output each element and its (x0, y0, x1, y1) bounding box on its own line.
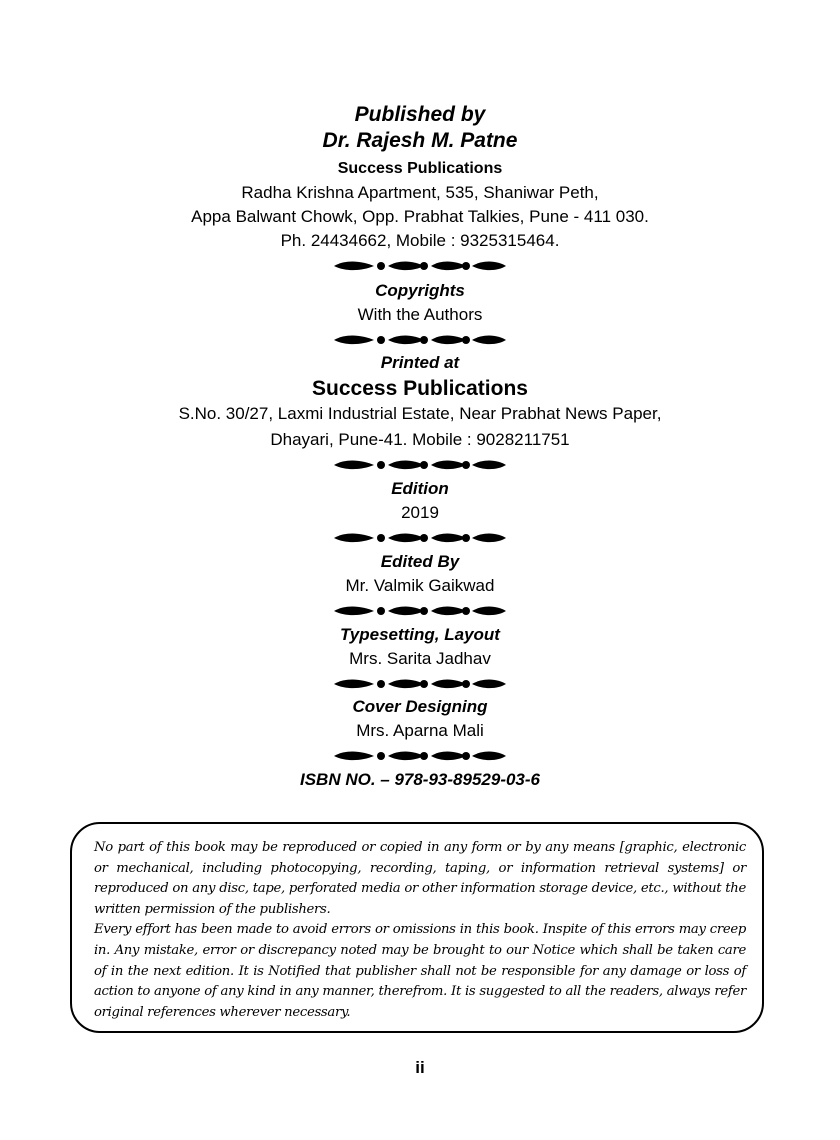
disclaimer-para-1: No part of this book may be reproduced or copied in any form or by any means [graphic, electronic or mechanical, including photocopying, recording, taping, or information retrieval systems] or reproduced on any disc, tape, perforated media or other information storage device, etc., without the written permission of the publishers. (94, 840, 746, 917)
disclaimer-para-2: Every effort has been made to avoid errors or omissions in this book. Inspite of this errors may creep in. Any mistake, error or discrepancy noted may be brought to our Notice which shall be taken care of in the next edition. It is Notified that publisher shall not be responsible for any damage or loss of action to anyone of any kind in any manner, therefrom. It is suggested to all the readers, always refer original references wherever necessary. (94, 922, 746, 1020)
printer-company: Success Publications (312, 377, 528, 400)
printer-address-2: Dhayari, Pune-41. Mobile : 9028211751 (270, 430, 570, 449)
ornament-divider-icon (332, 333, 508, 347)
publisher-phone: Ph. 24434662, Mobile : 9325315464. (280, 231, 560, 250)
cover-heading: Cover Designing (352, 697, 488, 716)
publisher-address-1: Radha Krishna Apartment, 535, Shaniwar Peth, (241, 183, 599, 202)
ornament-divider-icon (332, 604, 508, 618)
publisher-company: Success Publications (337, 160, 503, 177)
copyrights-heading: Copyrights (375, 281, 465, 300)
copyrights-value: With the Authors (357, 305, 483, 324)
publisher-address-2: Appa Balwant Chowk, Opp. Prabhat Talkies, Pune - 411 030. (191, 207, 649, 226)
printer-address-1: S.No. 30/27, Laxmi Industrial Estate, Near Prabhat News Paper, (178, 404, 662, 423)
edition-heading: Edition (391, 479, 449, 498)
ornament-divider-icon (332, 458, 508, 472)
typesetting-value: Mrs. Sarita Jadhav (349, 649, 491, 668)
printed-at-heading: Printed at (380, 353, 460, 372)
typesetting-heading: Typesetting, Layout (340, 625, 500, 644)
ornament-divider-icon (332, 259, 508, 273)
publisher-name: Dr. Rajesh M. Patne (322, 129, 518, 152)
page-number: ii (415, 1058, 425, 1077)
ornament-divider-icon (332, 531, 508, 545)
ornament-divider-icon (332, 677, 508, 691)
edited-by-heading: Edited By (380, 552, 460, 571)
edited-by-value: Mr. Valmik Gaikwad (345, 576, 495, 595)
published-by-heading: Published by (354, 103, 486, 126)
cover-value: Mrs. Aparna Mali (356, 721, 484, 740)
ornament-divider-icon (332, 749, 508, 763)
isbn: ISBN NO. – 978-93-89529-03-6 (299, 770, 541, 789)
disclaimer-text (94, 838, 746, 1023)
edition-value: 2019 (401, 503, 439, 522)
